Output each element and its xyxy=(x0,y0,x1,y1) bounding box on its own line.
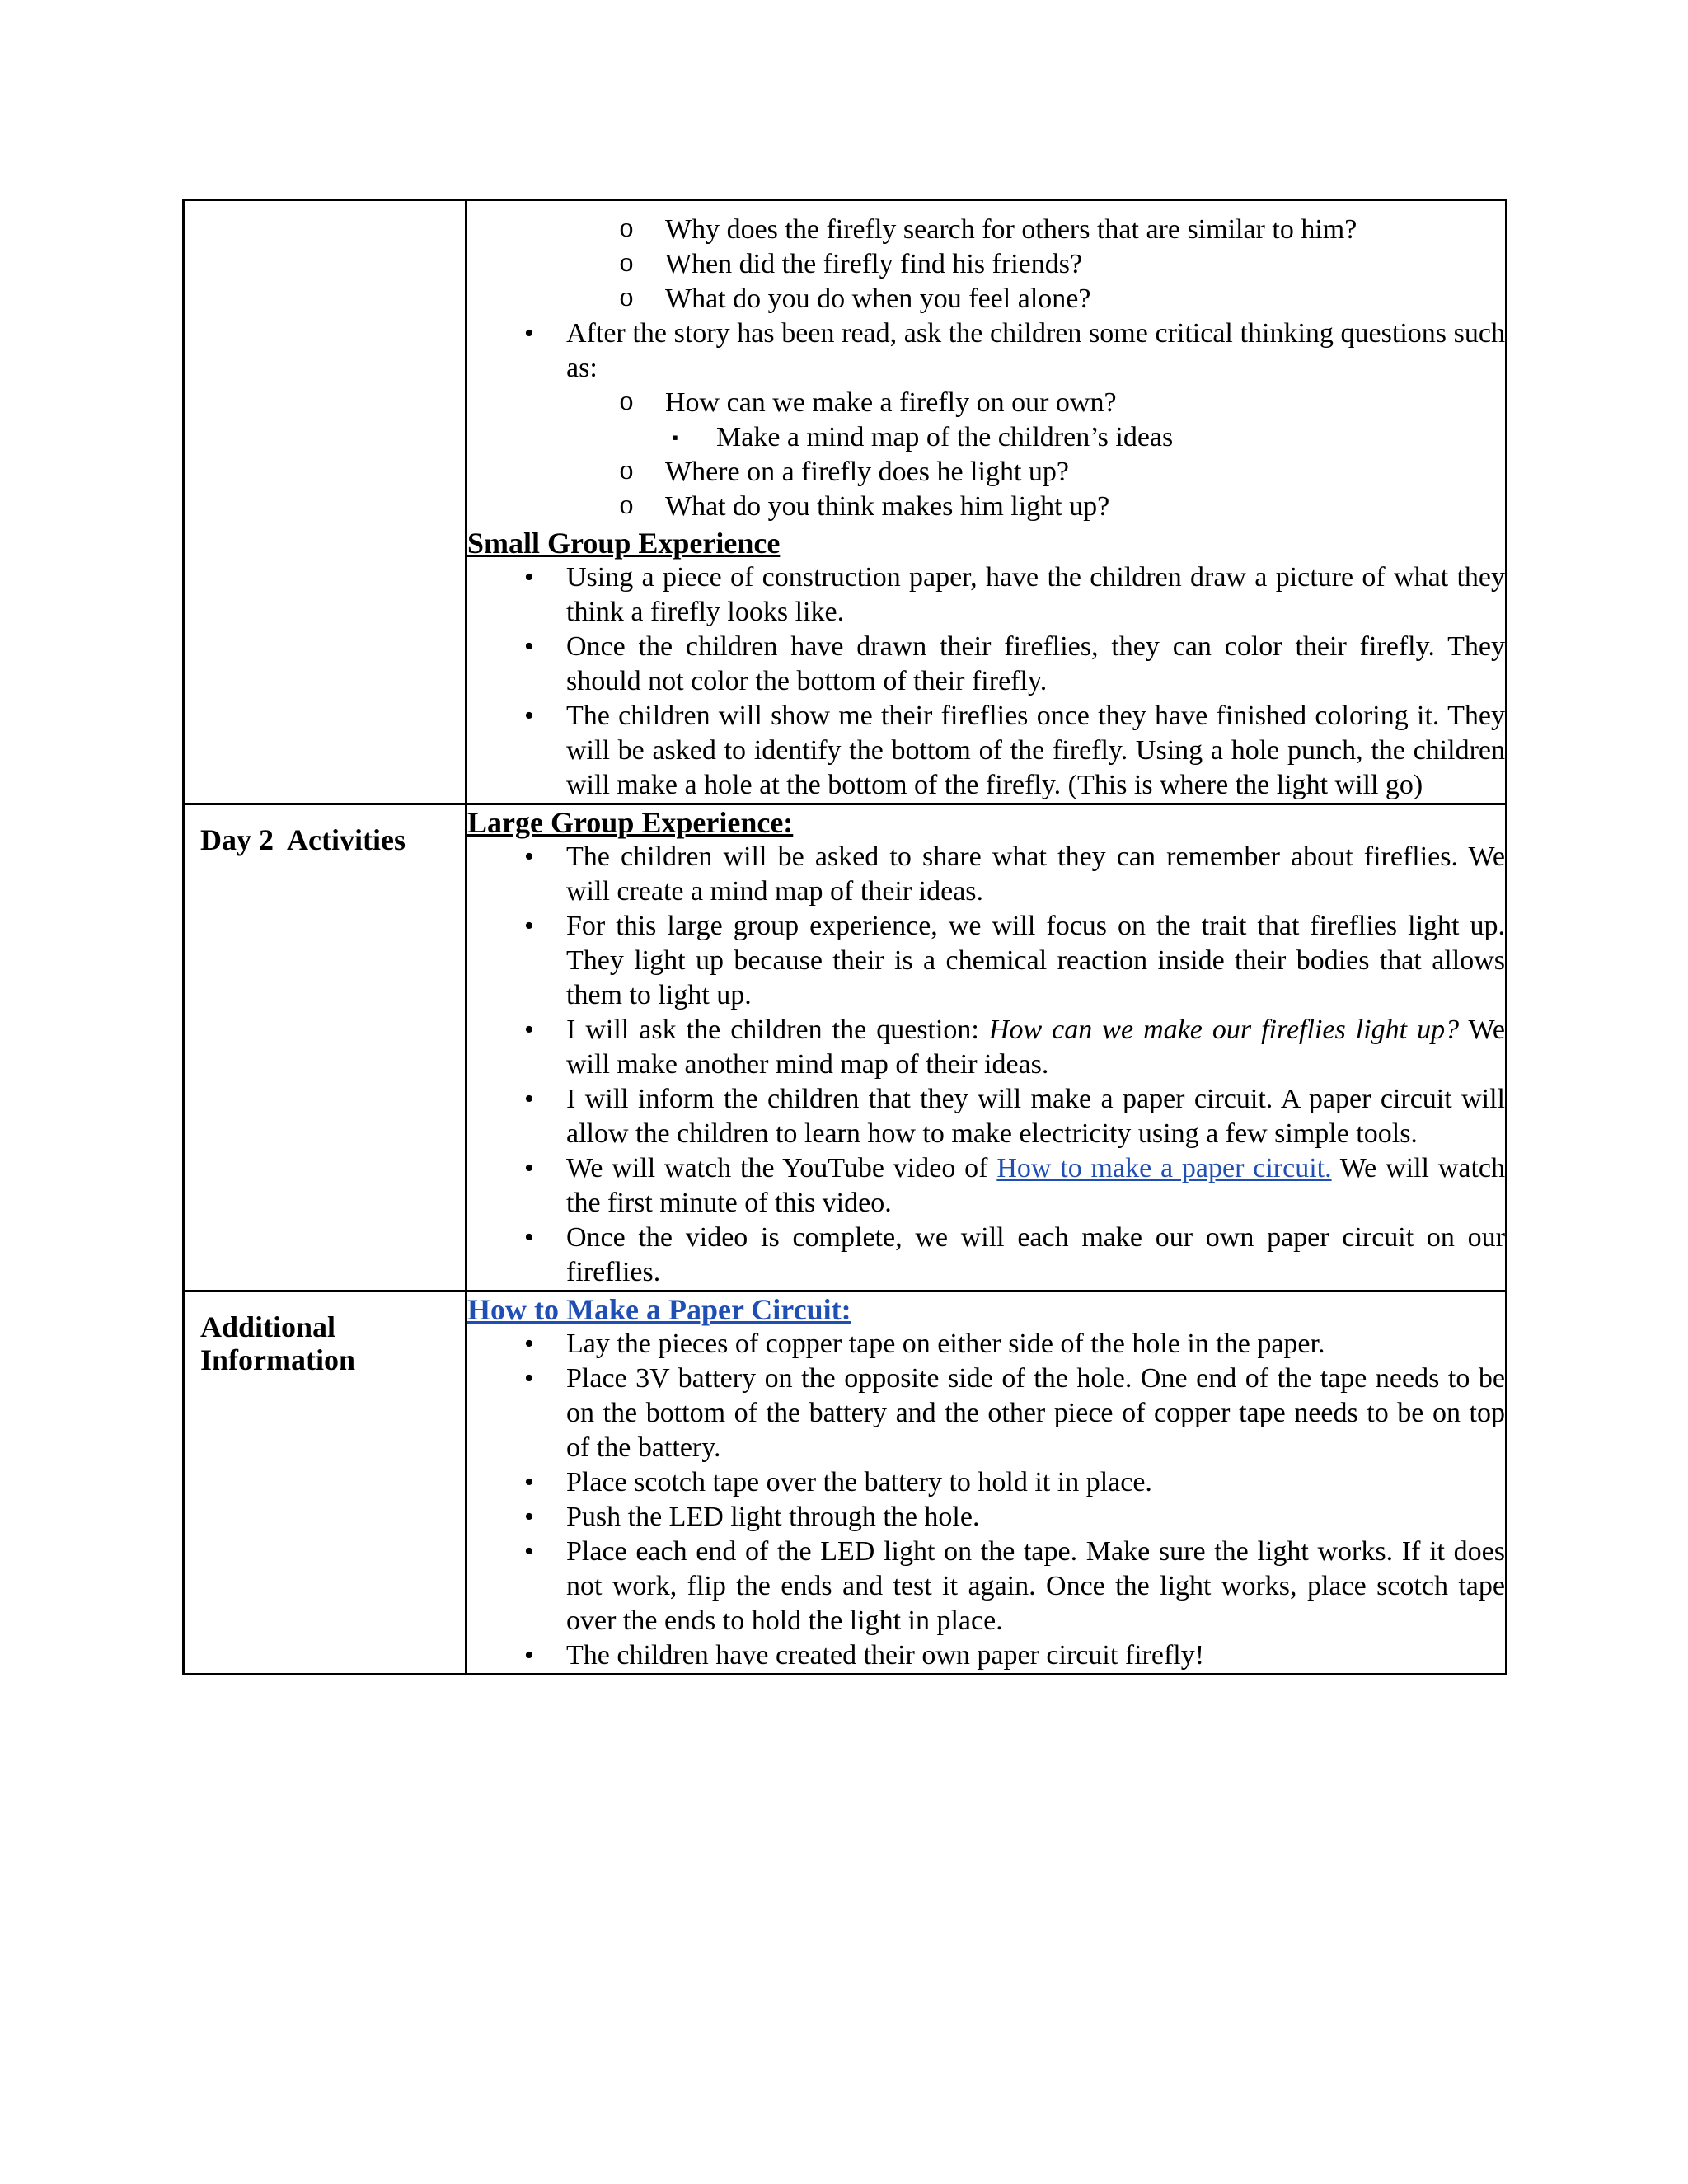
list-item: • Once the children have drawn their fireflies, they can color their firefly. They should not color the bottom of their firefly. xyxy=(467,630,1505,699)
row-label-cell xyxy=(184,200,467,804)
list-item: • The children will be asked to share what they can remember about fireflies. We will create a mind map of their ideas. xyxy=(467,840,1505,909)
sub-list xyxy=(467,386,1505,524)
list-item xyxy=(467,213,1505,316)
square-bullet-icon: ▪ xyxy=(672,427,678,448)
lesson-plan-table xyxy=(182,199,1507,1675)
bullet-icon: • xyxy=(524,841,534,872)
bullet-icon: • xyxy=(524,911,534,941)
bullet-icon: • xyxy=(524,1467,534,1497)
bullet-icon: • xyxy=(524,1502,534,1532)
row-content-cell xyxy=(467,1291,1507,1675)
list-item: • For this large group experience, we will focus on the trait that fireflies light up. They light up because their is a chemical reaction inside their bodies that allows them to light up. xyxy=(467,909,1505,1013)
list-item: • I will ask the children the question: How can we make our fireflies light up? We will make another mind map of their ideas. xyxy=(467,1013,1505,1082)
circle-bullet-icon: o xyxy=(619,213,634,243)
list-item: o How can we make a firefly on our own? xyxy=(467,386,1505,420)
list-item: • After the story has been read, ask the children some critical thinking questions such as: xyxy=(467,316,1505,386)
list-item: • Place 3V battery on the opposite side of the hole. One end of the tape needs to be on the bottom of the battery and the other piece of copper tape needs to be on top of the battery. xyxy=(467,1361,1505,1465)
list-item: o When did the firefly find his friends? xyxy=(467,247,1505,282)
list-item xyxy=(467,420,1505,455)
row-content-cell xyxy=(467,804,1507,1291)
list-item: • Once the video is complete, we will each make our own paper circuit on our fireflies. xyxy=(467,1221,1505,1290)
bullet-icon: • xyxy=(524,631,534,662)
table-row xyxy=(184,200,1507,804)
circle-bullet-icon: o xyxy=(619,386,634,416)
section-title: Large Group Experience: xyxy=(467,806,794,839)
row-label xyxy=(185,201,465,219)
table-row xyxy=(184,1291,1507,1675)
video-link[interactable]: How to make a paper circuit. xyxy=(996,1153,1332,1183)
bullet-icon: • xyxy=(524,1363,534,1394)
bullet-icon: • xyxy=(524,1084,534,1114)
section-title: Small Group Experience xyxy=(467,527,781,560)
list-item: • The children have created their own paper circuit firefly! xyxy=(467,1638,1505,1673)
list-item: ▪ Make a mind map of the children’s ideas xyxy=(467,420,1505,455)
list-item: • We will watch the YouTube video of How to make a paper circuit. We will watch the first minute of this video. xyxy=(467,1151,1505,1221)
section-title-link[interactable]: How to Make a Paper Circuit: xyxy=(467,1293,851,1326)
list-item: o Why does the firefly search for others that are similar to him? xyxy=(467,213,1505,247)
bullet-icon: • xyxy=(524,318,534,349)
row-label-cell xyxy=(184,1291,467,1675)
circle-bullet-icon: o xyxy=(619,282,634,312)
bullet-icon: • xyxy=(524,1222,534,1253)
list-item: • Place scotch tape over the battery to hold it in place. xyxy=(467,1465,1505,1500)
row-label: Day 2 Activities xyxy=(200,823,406,856)
circle-bullet-icon: o xyxy=(619,490,634,520)
bullet-icon: • xyxy=(524,1015,534,1045)
list-item xyxy=(467,386,1505,524)
bullet-icon: • xyxy=(524,562,534,593)
list-item: • Lay the pieces of copper tape on either side of the hole in the paper. xyxy=(467,1327,1505,1361)
bullet-icon: • xyxy=(524,701,534,731)
sub-sub-list xyxy=(467,420,1505,455)
bullet-icon: • xyxy=(524,1536,534,1567)
bullet-list xyxy=(467,560,1505,803)
row-label-cell xyxy=(184,804,467,1291)
list-item: • Place each end of the LED light on the tape. Make sure the light works. If it does not work, flip the ends and test it again. Once the light works, place scotch tape over the ends to hold the light in place. xyxy=(467,1535,1505,1638)
row-label: Additional Information xyxy=(200,1310,355,1376)
list-item: o What do you think makes him light up? xyxy=(467,490,1505,524)
bullet-icon: • xyxy=(524,1640,534,1671)
list-item: o What do you do when you feel alone? xyxy=(467,282,1505,316)
bullet-icon: • xyxy=(524,1329,534,1359)
table-row xyxy=(184,804,1507,1291)
list-item: • The children will show me their fireflies once they have finished coloring it. They will be asked to identify the bottom of the firefly. Using a hole punch, the children will make a hole at the bottom of the firefly. (This is where the light will go) xyxy=(467,699,1505,803)
bullet-list xyxy=(467,1327,1505,1673)
circle-bullet-icon: o xyxy=(619,247,634,278)
sub-list xyxy=(467,213,1505,316)
circle-bullet-icon: o xyxy=(619,455,634,485)
list-item: • Using a piece of construction paper, have the children draw a picture of what they think a firefly looks like. xyxy=(467,560,1505,630)
row-content-cell xyxy=(467,200,1507,804)
list-item: • I will inform the children that they will make a paper circuit. A paper circuit will allow the children to learn how to make electricity using a few simple tools. xyxy=(467,1082,1505,1151)
bullet-list xyxy=(467,840,1505,1290)
bullet-list xyxy=(467,213,1505,524)
list-item: o Where on a firefly does he light up? xyxy=(467,455,1505,490)
list-item: • Push the LED light through the hole. xyxy=(467,1500,1505,1535)
bullet-icon: • xyxy=(524,1153,534,1183)
